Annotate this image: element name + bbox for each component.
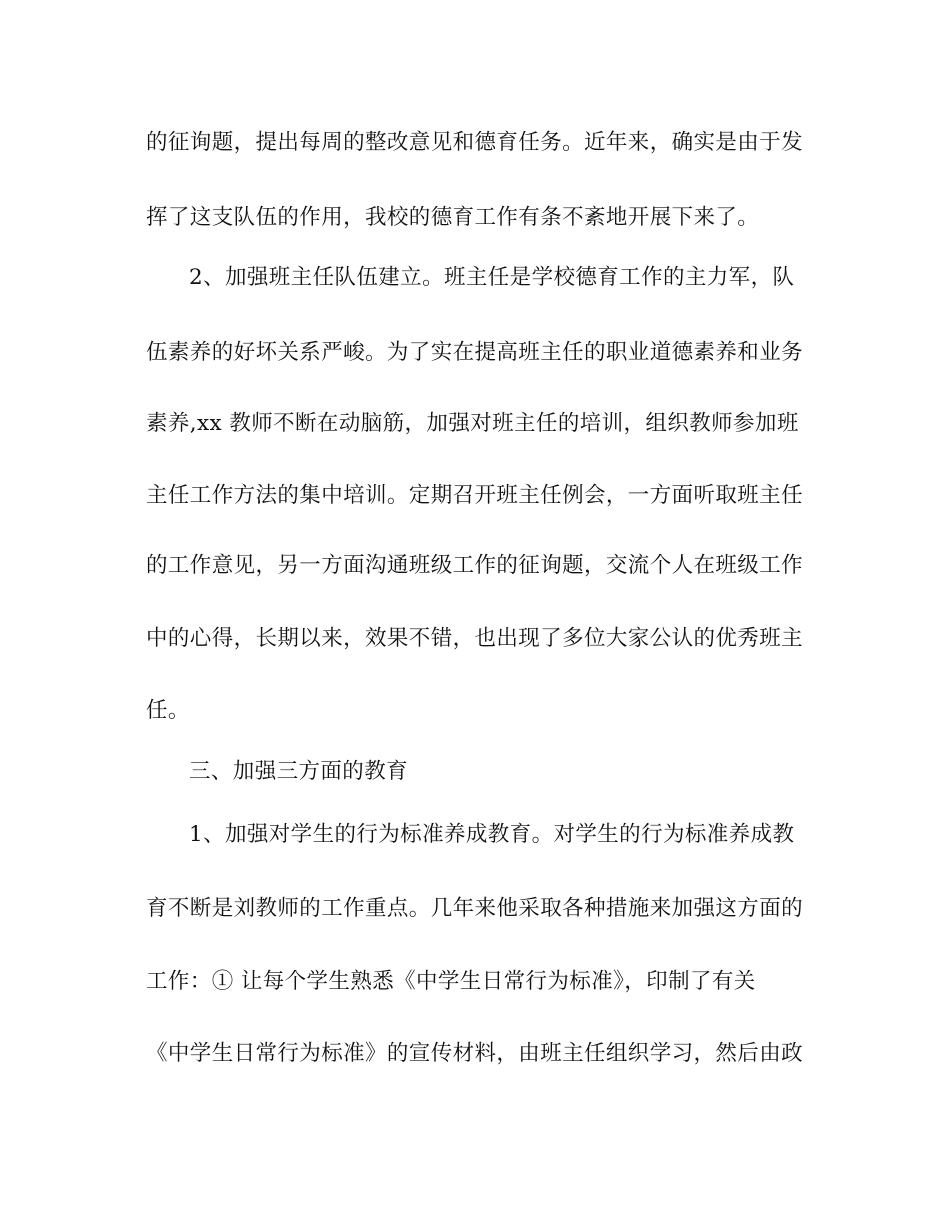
paragraph-line: 2、加强班主任队伍建立。班主任是学校德育工作的主力军，队	[189, 265, 795, 290]
paragraph-line: 的工作意见，另一方面沟通班级工作的征询题，交流个人在班级工作	[146, 553, 804, 578]
paragraph-line: 的征询题，提出每周的整改意见和德育任务。近年来，确实是由于发	[146, 130, 804, 155]
paragraph-line: 中的心得，长期以来，效果不错，也出现了多位大家公认的优秀班主	[146, 626, 804, 651]
paragraph-line: 1、加强对学生的行为标准养成教育。对学生的行为标准养成教	[189, 822, 795, 847]
paragraph-line: 任。	[146, 698, 190, 723]
section-heading: 三、加强三方面的教育	[189, 759, 409, 784]
paragraph-line: 《中学生日常行为标准》的宣传材料，由班主任组织学习，然后由政	[146, 1041, 804, 1066]
paragraph-line: 伍素养的好坏关系严峻。为了实在提高班主任的职业道德素养和业务	[146, 340, 804, 365]
paragraph-line: 主任工作方法的集中培训。定期召开班主任例会，一方面听取班主任	[146, 483, 804, 508]
paragraph-line: 挥了这支队伍的作用，我校的德育工作有条不紊地开展下来了。	[146, 205, 760, 230]
paragraph-line: 工作：① 让每个学生熟悉《中学生日常行为标准》，印制了有关	[146, 969, 756, 994]
paragraph-line: 素养,xx 教师不断在动脑筋，加强对班主任的培训，组织教师参加班	[146, 411, 799, 436]
paragraph-line: 育不断是刘教师的工作重点。几年来他采取各种措施来加强这方面的	[146, 896, 804, 921]
